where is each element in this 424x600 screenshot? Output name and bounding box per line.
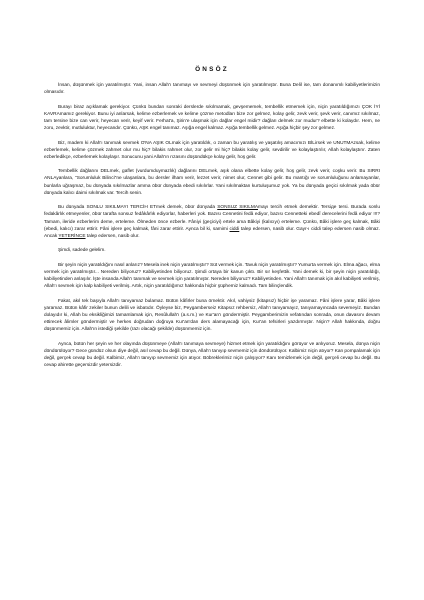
- paragraph-2: Burayı biraz açıklamak gerekiyor. Çünkü bundan sonraki derslerde sıkılmamak, gevşememek, tembellik etmemek için, niçin yaratıldığımızı ÇOK İYİ KAVRAmamız gerekiyor. Bunu iyi anlarsak, kelime ezberlemek ve kelime çözme metodları bize zor gelmez, kolay gelir, zevk verir, şevk verir, canımız sıkılmaz, tam tersine bize can verir, heyecan verir, keyif verir. Ferhat'a, Şirin'e ulaşmak için dağlar engel midir? dağları delmek zor mudur? elbette ki kolaydır. Hem, ne zoru, zevktir, mutluluktur, heyecandır. Çünkü, AŞK engel tanımaz. Aşığa engel kalmaz. Aşığa tembellik gelmez. Aşığa hiçbir şey zor gelmez.: [44, 104, 380, 132]
- paragraph-5-text-d: talep edersen, nasib olur.: [85, 233, 140, 239]
- paragraph-3: Biz, madem ki Allah'ı tanımak sevmek O'NA AŞIK OLmak için yaratıldık, o zaman bu yaratılış ve yaşatılış amacımızı BİLirsek ve UNUTMAzsak, kelime ezberlemek, kelime çözmek zahmet olur mu hiç? bilakis rahmet olur, zor gelir mi hiç? bilakis kolay gelir, sevdirilir ve kolaylaştırılır, Allah kolaylaştırır. Zaten ezberledikçe, ezberlemek kolaylaşır. Sonucunu yani Allah'ın rızasını düşündükçe kolay gelir, hoş gelir.: [44, 140, 380, 160]
- paragraph-5-underline-2: ciddi: [229, 226, 240, 232]
- paragraph-5-text-a: Bu dünyada SONLU SIKILMAYI TERCİH ETmek demek, öbür dünyada: [58, 205, 218, 211]
- paragraph-5-underline-3: YETERİNCE: [58, 233, 86, 239]
- paragraph-6: Şimdi, sadede gelelim.: [58, 248, 106, 254]
- paragraph-8: Fakat, akıl tek başıyla Allah'ı tanıyamaz bulamaz. Bütün kâfirler buna örnektir. Akıl, vahiysiz (kitapsız) hiçbir işe yaramaz. Fâni işlere yarar, Bâki işlere yaramaz. Bütün kâfir zekiler bunun delili ve isbatıdır. Öyleyse biz, Peygamberseiz Kitapsız rehbersiz, Allah'ı tanıyamayız, tanıyamayıncada sevemeyiz. Bundan dolayıdır ki, Allah bu eksikliğimizi tamamlamak için, Resûlullah'ı (a.s.m.) ve Kur'an'ı göndermiştir. Peygamberimizin vefatından sonrada, onun davasını devam ettirecek âlimler göndermiştir ve herkes doğrudan doğruya Kur'an'dan ders alamayacağı için, Kur'an tefsirleri yazdırmıştır. Niçin? Allah hakkında, doğru düşünmemiz için. Allah'ın istediği şekilde (razı olacağı şekilde) düşünmemiz için.: [44, 298, 380, 333]
- paragraph-9: Aynca, bütün her şeyin ve her olayında düşünmeye (Allah'ı tanımaya sevmeye) hizmet etmek için yaratıldığını görüyor ve anlıyoruz. Mesela, dünya niçin döndürülüyor? Gece gündüz olsun diye değil, asıl cevap bu değil. Dünya, Allah'ı tanıyıp sevmemiz için döndürülüyor. Kalbimiz niçin atıyor? Kan pompalamak için değil, gerçek cevap bu değil. Kalbimiz, Allah'ı tanıyıp sevmemiz için atıyor. Böbreklerimiz niçin çalışıyor? Kanı temizlemek için değil, gerçeli cevap bu değil. Bu cevap ahirette geçersizdir yetersizdir.: [44, 341, 380, 369]
- paragraph-1: İnsan, düşünmek için yaratılmıştır. Yani, insan Allah'ı tanımayı ve sevmeyi düşünmek için yaratılmıştır. Buna Delil ise, tam donanımlı kabiliyetlerimizin olmasıdır.: [44, 83, 380, 96]
- page-title: ÖNSÖZ: [195, 66, 229, 73]
- paragraph-5: [44, 204, 380, 240]
- paragraph-5-text-b: mayı tercih etmek demektir. Tersiде tersi. Burada sonlu fedakârlık etmeyenler, öbür tarafta sonsuz fedâkârlık ediyorlar, haberleri yok. Bazısı Cennetini fedâ ediyor, bazısı Cennetteki ebedî derecelerini fedâ ediyor !!!? Tamam, ileride ezberlerim deme, erteleme. Ölmeden önce ezberle. Fâniyi (geçiciyi) ertele ama Bâkiyi (kalıcıyı) erteleme. Çünkü, Bâki işlere geç kalmak, Bâki (ebedi, kalıcı) zarar ettirir. Fâni işlere geç kalmak, fâni zarar ettirir. Aynca bil ki, samimi: [44, 205, 380, 232]
- paragraph-5-underline: SONSUZ SIKILMA: [217, 205, 258, 211]
- document-page: [44, 66, 380, 377]
- paragraph-4: Tembellik dağlarını DELmek, gaflet (vurdumduymazlık) dağlarını DELmek, aşık olana elbette kolay gelir, hoş gelir, zevk verir, coşku verir. Bu SIRRI ANLAyanlara, "Sorumluluk Bilinci"ne ulaşanlara, bu dersler ilham verir, lezzet verir, nimet olur, Cennet gibi gelir. Bu mantığı ve sorumluluğunu anlamayanlar, bunlarla uğraşmaz, bu dünyada sıkılmazlar amma öbür dünyada ebedi sıkılırlar. Yani sıkılmaktan kurtuluşumuz yok. Ya bu dünyada geçici sıkılmak yada öbür dünyada kalıcı daimi sıkılmak var. Tercih senin.: [44, 169, 380, 196]
- paragraph-5-text-c: talep edersen, nasib olur. Gayr-ı ciddi talep edersen nasib olmaz. Ancak: [44, 226, 380, 239]
- paragraph-7: Bir şeyin niçin yaratıldığını nasıl anlarız? Mesela inek niçin yaratılmıştır? Süt vermek için. Tavuk niçin yaratılmıştır? Yumurta vermek için. Elma ağacı, elma vermek için yaratılmıştır... Nereden biliyoruz? Kabiliyetinden biliyoruz. Şimdi ortaya bir kanun çıktı. Bir sır keşfettik. Yani demek ki, bir şeyin niçin yaratıldığı, kabiliyetinden anlaşılır. İşte insanda Allah'ı tanımak ve sevmek için yaratılmıştır. Nereden biliyoruz? Kabiliyetinden. Yani Allah'ı tanımak için akıl kabiliyeti verilmiş, Allah'ı sevmek için kalp kabiliyeti verilmiş. Artık, niçin yaratıldığımız hakkında hiçbir şüphemiz kalmadı. Tam bilinçlendik.: [44, 262, 380, 290]
